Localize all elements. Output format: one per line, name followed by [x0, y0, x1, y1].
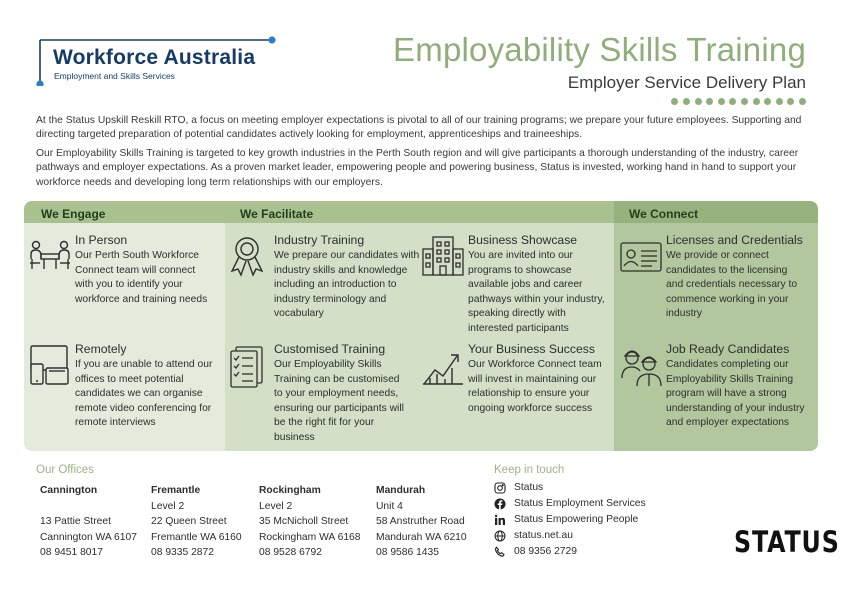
office-suburb: Fremantle WA 6160 — [151, 531, 242, 543]
office-suburb: Mandurah WA 6210 — [376, 531, 467, 543]
office-address-line: Unit 4 — [376, 500, 403, 512]
office-fremantle — [151, 483, 242, 561]
office-phone[interactable]: 08 9528 6792 — [259, 547, 322, 558]
decorative-dots — [671, 98, 806, 105]
office-address-line: Level 2 — [151, 500, 185, 512]
dot — [753, 98, 760, 105]
item-title: In Person — [75, 233, 128, 247]
globe-icon — [494, 530, 506, 542]
item-description: Our Employability Skills Training can be customised to your employment needs, ensuring our participants will be the right fit for your business — [274, 359, 404, 443]
engage-heading: We Engage — [41, 207, 106, 221]
item-customised-training — [227, 342, 421, 442]
item-in-person — [28, 233, 224, 328]
office-mandurah — [376, 483, 467, 561]
item-industry-training — [227, 233, 421, 333]
item-job-ready — [619, 342, 816, 442]
dot — [764, 98, 771, 105]
dot — [671, 98, 678, 105]
office-cannington — [40, 483, 137, 561]
item-description: We prepare our candidates with industry skills and knowledge including an introduction to industry terminology and vocabulary — [274, 250, 420, 319]
item-description: If you are unable to attend our offices to meet potential candidates we can organise remote video conferencing for remote interviews — [75, 359, 213, 428]
facebook-icon — [494, 498, 506, 510]
dot — [683, 98, 690, 105]
phone-icon — [494, 546, 506, 558]
page-title: Employability Skills Training — [393, 31, 806, 68]
item-remotely — [28, 342, 224, 442]
workforce-australia-logo — [36, 36, 276, 90]
dot — [787, 98, 794, 105]
facebook-label: Status Employment Services — [514, 498, 646, 509]
item-title: Business Showcase — [468, 233, 578, 247]
item-business-success — [421, 342, 614, 442]
office-rockingham — [259, 483, 361, 561]
item-description: Our Workforce Connect team will invest in maintaining our relationship to ensure your ongoing workforce success — [468, 359, 602, 414]
id-card-icon — [619, 235, 663, 279]
intro-paragraph: At the Status Upskill Reskill RTO, a focus on meeting employer expectations is pivotal to all of our training programs; we prepare your future employees. Supporting and directing targeted preparation of potential candidates actively looking for employment, apprenticeships and traineeships. — [36, 115, 802, 141]
dot — [718, 98, 725, 105]
office-phone[interactable]: 08 9335 2872 — [151, 547, 214, 558]
dot — [776, 98, 783, 105]
item-description: Candidates completing our Employability Skills Training program will have a strong understanding of your industry and employer expectations — [666, 359, 805, 428]
office-street: 58 Anstruther Road — [376, 516, 465, 527]
engage-header — [24, 201, 225, 223]
instagram-icon — [494, 482, 506, 494]
item-title: Remotely — [75, 342, 127, 356]
contact-heading: Keep in touch — [494, 464, 565, 476]
office-phone[interactable]: 08 9451 8017 — [40, 547, 103, 558]
dot — [741, 98, 748, 105]
page-subtitle: Employer Service Delivery Plan — [567, 73, 806, 92]
item-description: You are invited into our programs to showcase available jobs and career pathways within your industry, speaking directly with interested participants — [468, 250, 605, 334]
facilitate-header — [225, 201, 614, 223]
office-street: 35 McNicholl Street — [259, 516, 349, 527]
office-street: 22 Queen Street — [151, 516, 227, 527]
award-ribbon-icon — [227, 235, 271, 279]
item-title: Licenses and Credentials — [666, 233, 803, 247]
office-street: 13 Pattie Street — [40, 516, 111, 527]
status-logo: STATUS — [734, 525, 840, 559]
linkedin-label: Status Empowering People — [514, 514, 639, 525]
office-suburb: Rockingham WA 6168 — [259, 531, 361, 543]
logo-title: Workforce Australia — [53, 46, 256, 69]
office-suburb: Cannington WA 6107 — [40, 531, 137, 543]
dot — [799, 98, 806, 105]
item-licenses — [619, 233, 816, 333]
services-panel — [24, 201, 818, 451]
instagram-label: Status — [514, 482, 544, 493]
office-phone[interactable]: 08 9586 1435 — [376, 547, 439, 558]
office-name: Fremantle — [151, 485, 201, 496]
meeting-table-icon — [28, 235, 72, 279]
dot — [706, 98, 713, 105]
phone-label: 08 9356 2729 — [514, 546, 577, 557]
checklist-icon — [227, 344, 271, 388]
item-title: Your Business Success — [468, 342, 595, 356]
item-title: Job Ready Candidates — [666, 342, 790, 356]
dot — [729, 98, 736, 105]
connect-heading: We Connect — [629, 207, 699, 221]
offices-heading: Our Offices — [36, 464, 94, 476]
item-title: Customised Training — [274, 342, 386, 356]
office-name: Rockingham — [259, 485, 321, 496]
website-label: status.net.au — [514, 530, 573, 541]
intro-paragraph: Our Employability Skills Training is targeted to key growth industries in the Perth South region and will give participants a thorough understanding of the industry, career pathways and employer expectations. As a proven market leader, empowering people and powering business, Status is invested, working hand in hand to support your workforce needs and developing long term relationships with our employers. — [36, 148, 799, 188]
devices-icon — [28, 344, 72, 388]
item-business-showcase — [421, 233, 614, 333]
item-description: Our Perth South Workforce Connect team will connect with you to identify your workforce and training needs — [75, 250, 208, 305]
office-name: Cannington — [40, 485, 98, 496]
logo-subtitle: Employment and Skills Services — [54, 71, 175, 81]
office-address-line — [40, 499, 137, 515]
office-address-line: Level 2 — [259, 500, 293, 512]
growth-chart-icon — [421, 344, 465, 388]
dot — [695, 98, 702, 105]
linkedin-icon — [494, 514, 506, 526]
workers-icon — [619, 344, 663, 388]
connect-header — [614, 201, 818, 223]
item-description: We provide or connect candidates to the licensing and credentials necessary to commence working in your industry — [666, 250, 798, 319]
office-building-icon — [421, 235, 465, 279]
item-title: Industry Training — [274, 233, 365, 247]
office-name: Mandurah — [376, 485, 426, 496]
facilitate-heading: We Facilitate — [240, 207, 314, 221]
